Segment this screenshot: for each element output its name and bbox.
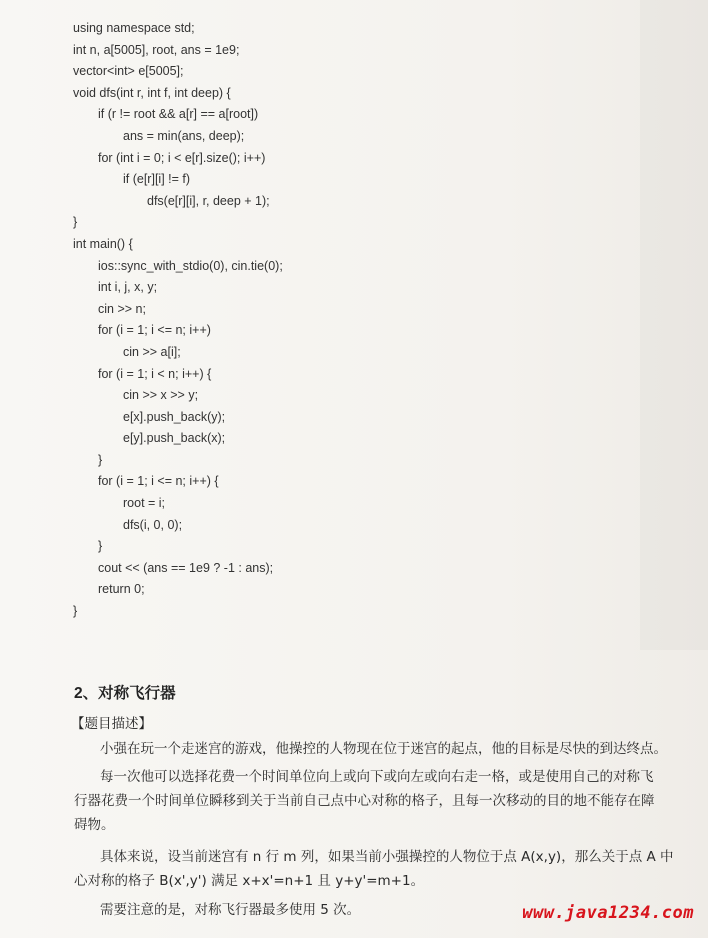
code-line: for (i = 1; i <= n; i++)	[98, 323, 211, 338]
code-line: int i, j, x, y;	[98, 280, 158, 295]
code-line: vector<int> e[5005];	[73, 64, 184, 79]
code-line: cin >> n;	[98, 301, 146, 316]
paragraph-line: 小强在玩一个走迷宫的游戏，他操控的人物现在位于迷宫的起点，他的目标是尽快的到达终点。	[100, 741, 667, 757]
code-line: return 0;	[98, 582, 145, 597]
code-line: }	[73, 604, 78, 619]
code-line: cout << (ans == 1e9 ? -1 : ans);	[98, 560, 274, 575]
code-line: cin >> a[i];	[123, 344, 181, 359]
site-watermark: www.java1234.com	[522, 903, 694, 923]
code-line: for (i = 1; i < n; i++) {	[98, 366, 212, 381]
code-line: e[x].push_back(y);	[123, 409, 226, 424]
paragraph-line: 心对称的格子 B(x',y') 满足 x+x'=n+1 且 y+y'=m+1。	[74, 873, 425, 889]
paragraph-line: 碍物。	[74, 817, 115, 833]
code-line: }	[98, 539, 103, 554]
code-block	[73, 18, 283, 623]
code-line: ios::sync_with_stdio(0), cin.tie(0);	[98, 258, 283, 273]
code-line: int n, a[5005], root, ans = 1e9;	[73, 42, 240, 57]
code-line: for (i = 1; i <= n; i++) {	[98, 474, 219, 489]
paragraph-line: 需要注意的是，对称飞行器最多使用 5 次。	[100, 902, 361, 918]
paragraph-line: 具体来说，设当前迷宫有 n 行 m 列，如果当前小强操控的人物位于点 A(x,y)，那么关于点 A 中	[100, 849, 674, 865]
code-line: if (e[r][i] != f)	[123, 172, 191, 187]
code-line: cin >> x >> y;	[123, 388, 199, 403]
code-line: ans = min(ans, deep);	[123, 128, 245, 143]
code-line: }	[98, 452, 103, 467]
code-line: root = i;	[123, 496, 166, 511]
code-line: for (int i = 0; i < e[r].size(); i++)	[98, 150, 266, 165]
problem-description-heading: 【题目描述】	[71, 716, 152, 732]
code-line: int main() {	[73, 236, 133, 251]
code-line: using namespace std;	[73, 21, 195, 35]
code-line: void dfs(int r, int f, int deep) {	[73, 85, 231, 100]
code-line: }	[73, 215, 78, 230]
scan-shadow	[640, 0, 708, 650]
paragraph-line: 每一次他可以选择花费一个时间单位向上或向下或向左或向右走一格，或是使用自己的对称飞	[100, 769, 654, 785]
paragraph-line: 行器花费一个时间单位瞬移到关于当前自己点中心对称的格子，且每一次移动的目的地不能存在障	[74, 793, 655, 809]
section-title: 2、对称飞行器	[74, 685, 176, 702]
code-line: dfs(i, 0, 0);	[123, 517, 183, 532]
code-line: e[y].push_back(x);	[123, 431, 226, 446]
code-line: dfs(e[r][i], r, deep + 1);	[147, 193, 270, 208]
code-line: if (r != root && a[r] == a[root])	[98, 107, 259, 122]
